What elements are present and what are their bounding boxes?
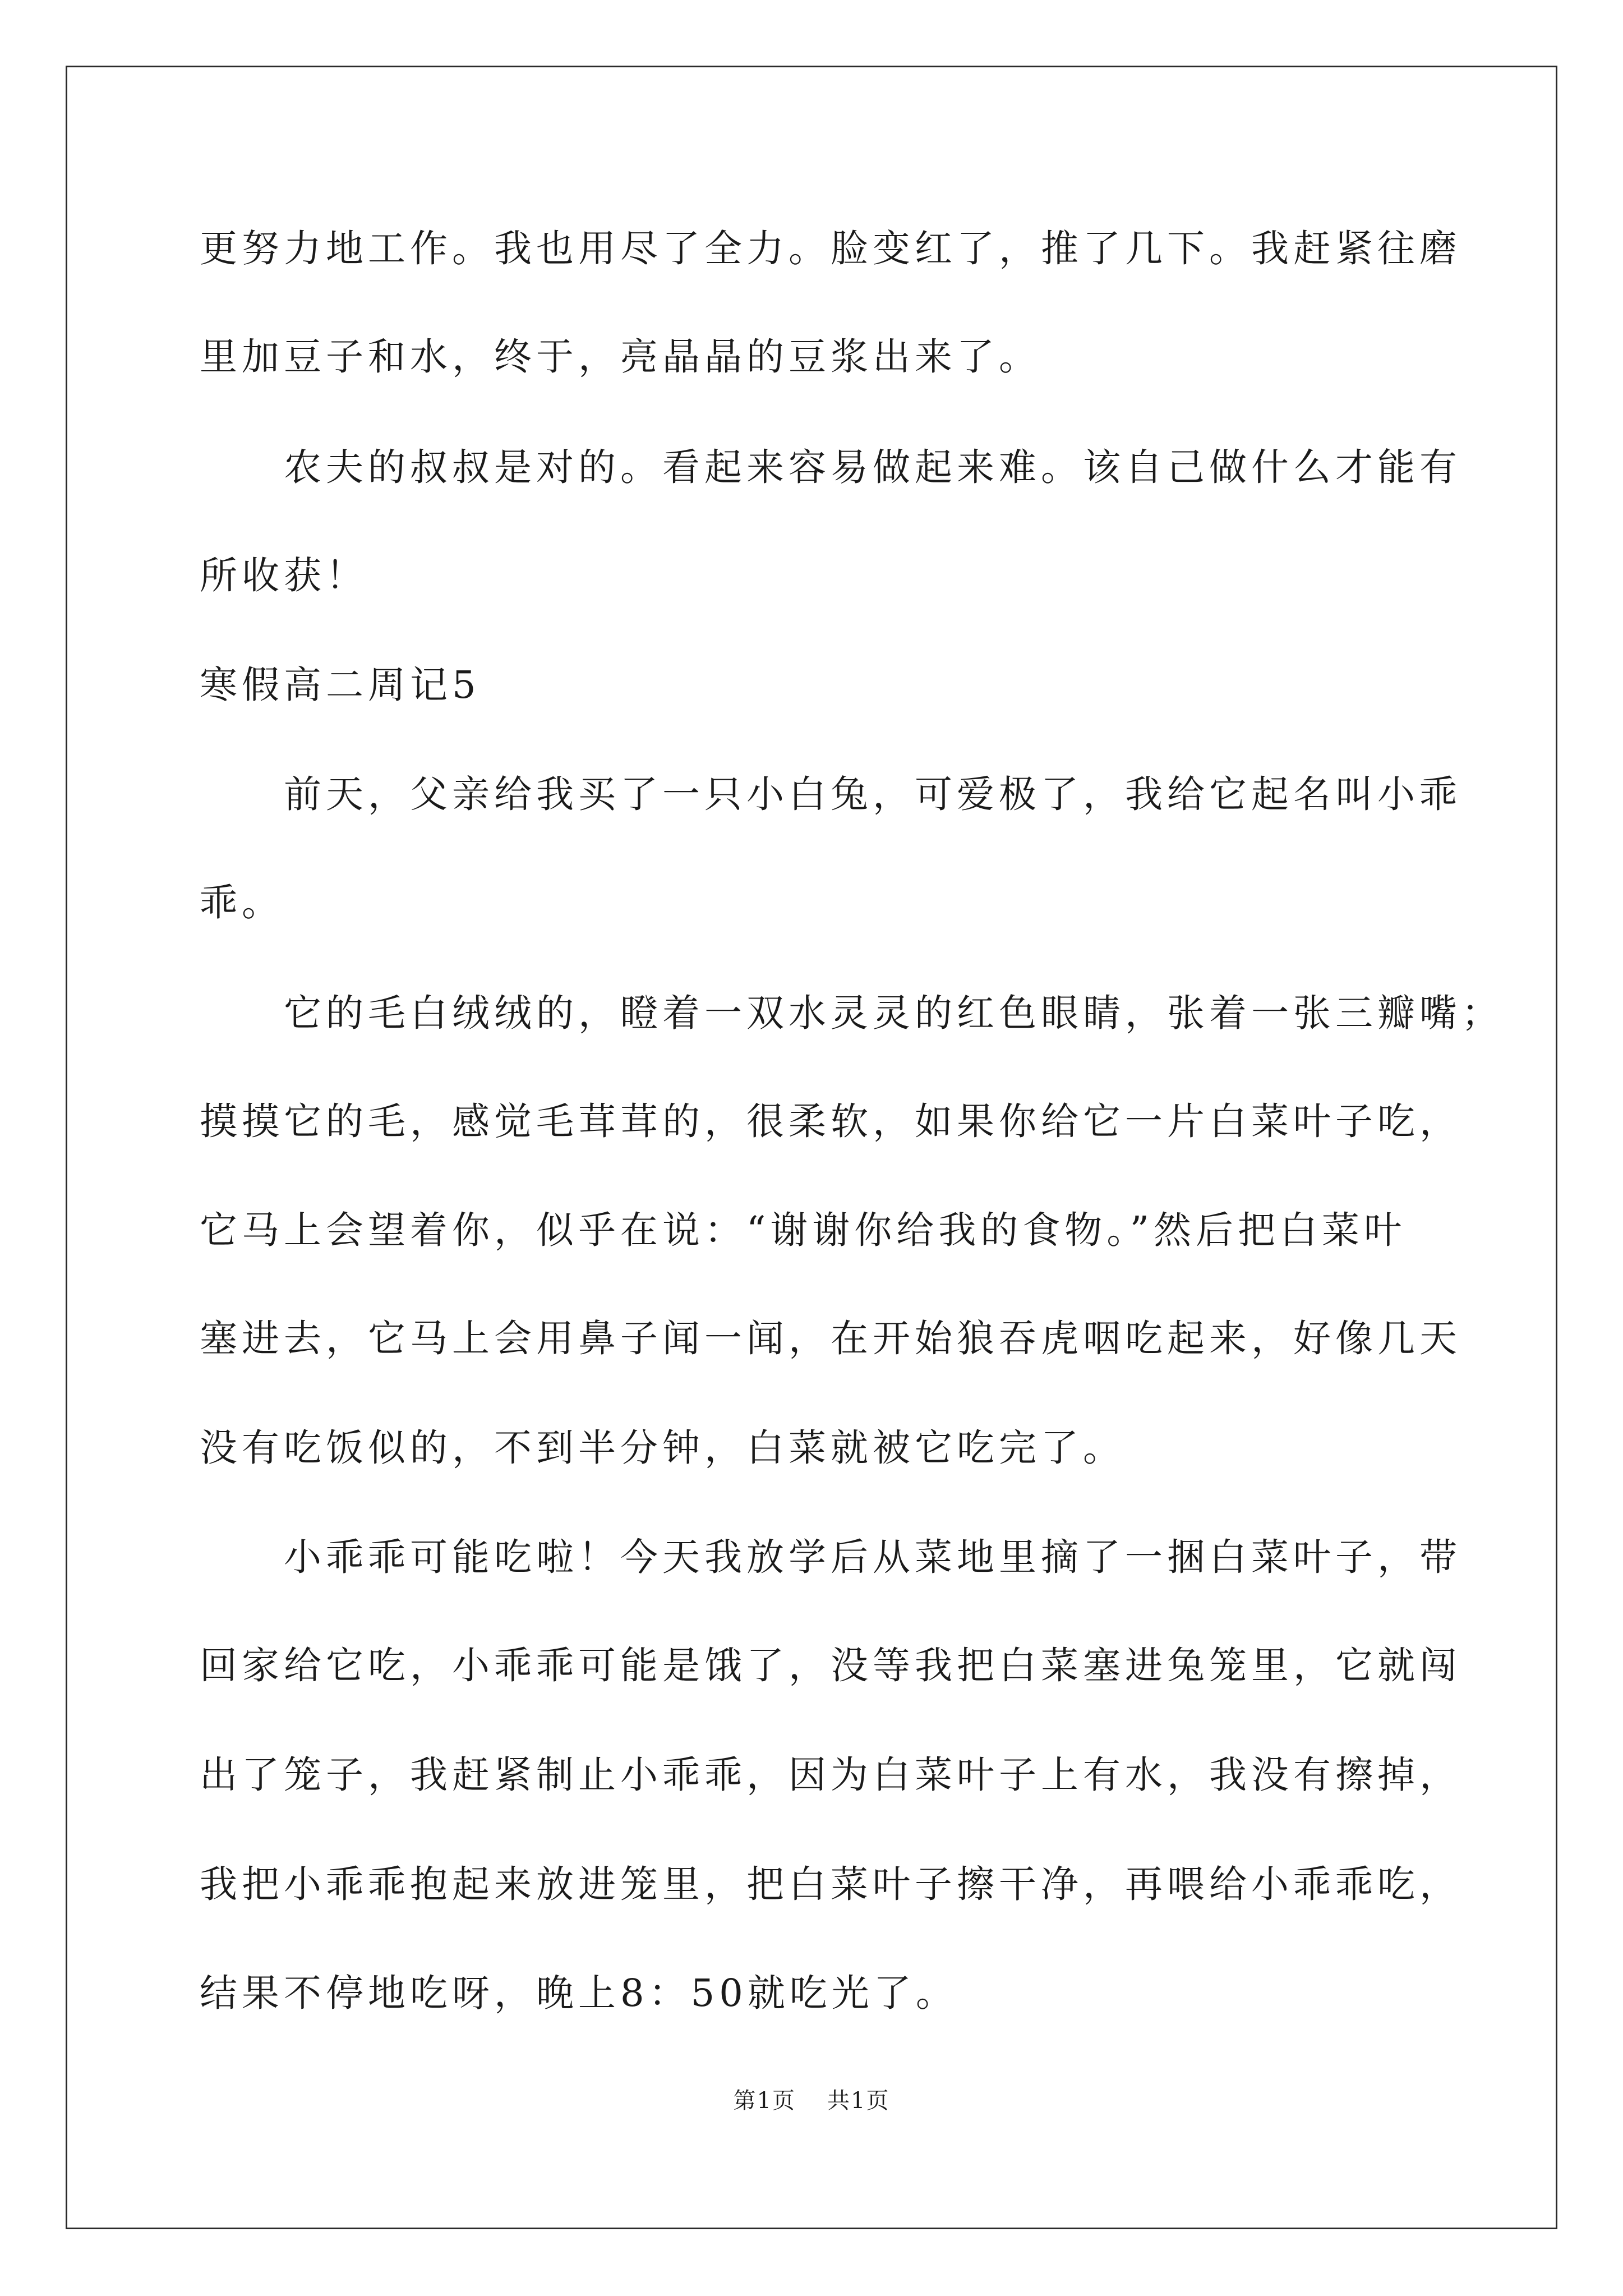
text-line: 塞进去，它马上会用鼻子闻一闻，在开始狼吞虎咽吃起来，好像几天 [200,1317,1461,1360]
text-line: 摸摸它的毛，感觉毛茸茸的，很柔软，如果你给它一片白菜叶子吃， [200,1099,1461,1143]
text-line: 乖。 [200,881,284,924]
text-line: 没有吃饭似的，不到半分钟，白菜就被它吃完了。 [200,1426,1125,1470]
text-line: 更努力地工作。我也用尽了全力。脸变红了，推了几下。我赶紧往磨 [200,227,1461,270]
paragraph-start-line: 农夫的叔叔是对的。看起来容易做起来难。该自己做什么才能有 [284,445,1461,489]
section-heading: 寒假高二周记5 [200,663,481,707]
text-line: 出了笼子，我赶紧制止小乖乖，因为白菜叶子上有水，我没有擦掉， [200,1753,1461,1797]
text-line: 我把小乖乖抱起来放进笼里，把白菜叶子擦干净，再喂给小乖乖吃， [200,1862,1461,1906]
text-line: 回家给它吃，小乖乖可能是饿了，没等我把白菜塞进兔笼里，它就闯 [200,1644,1461,1687]
paragraph-start-line: 小乖乖可能吃啦！今天我放学后从菜地里摘了一捆白菜叶子，带 [284,1535,1461,1579]
paragraph-start-line: 它的毛白绒绒的，瞪着一双水灵灵的红色眼睛，张着一张三瓣嘴； [284,991,1504,1035]
page-number: 第1页 [733,2088,796,2114]
page-footer [0,2083,1623,2115]
text-line: 里加豆子和水，终于，亮晶晶的豆浆出来了。 [200,335,1041,379]
text-line: 它马上会望着你，似乎在说：“谢谢你给我的食物。”然后把白菜叶 [200,1208,1407,1252]
text-line: 结果不停地吃呀，晚上8：50就吃光了。 [200,1971,958,2015]
text-line: 所收获！ [200,554,368,597]
paragraph-start-line: 前天，父亲给我买了一只小白兔，可爱极了，我给它起名叫小乖 [284,772,1461,816]
page-total: 共1页 [827,2088,890,2114]
